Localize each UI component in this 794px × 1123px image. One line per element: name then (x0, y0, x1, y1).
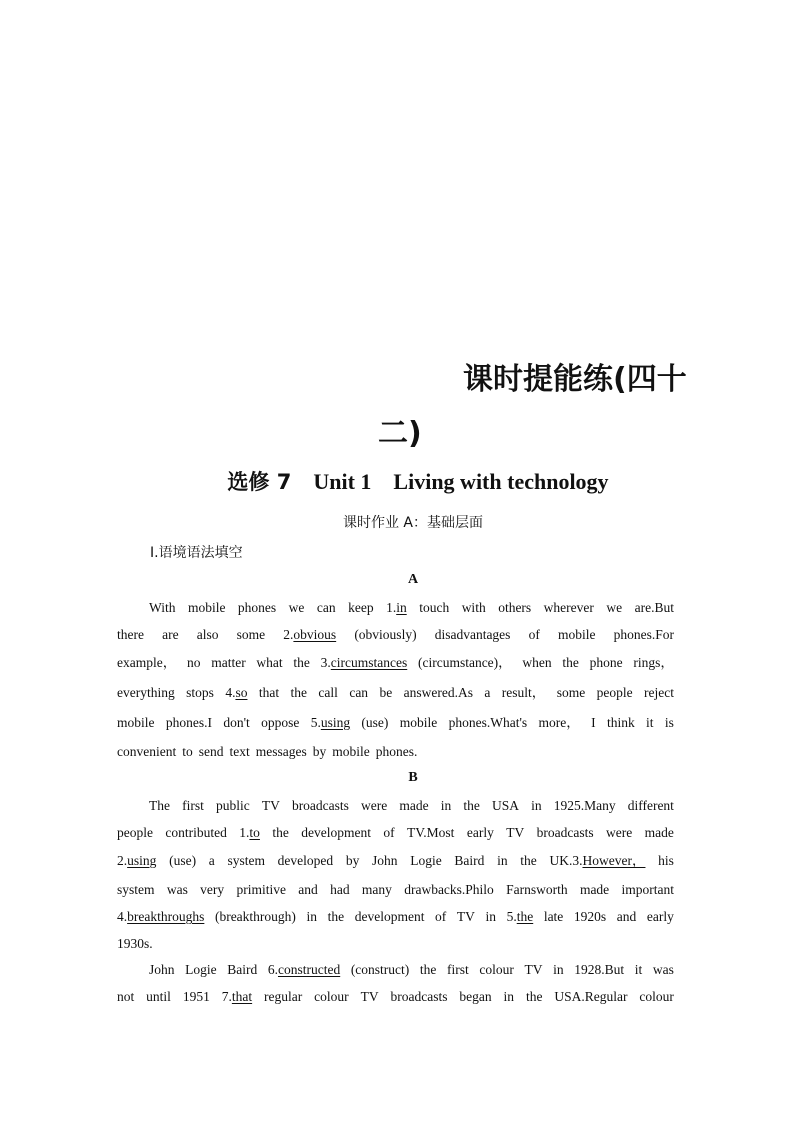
word: 1920s (573, 909, 607, 924)
word: call (318, 685, 338, 700)
word: result， (501, 685, 546, 700)
word: the (463, 798, 480, 813)
page-title-line-2: 二) (378, 416, 422, 451)
word: to (182, 744, 193, 759)
word: messages (255, 744, 307, 759)
word: TV (456, 909, 475, 924)
word: of (383, 825, 395, 840)
word: also (196, 627, 219, 642)
text-line (117, 714, 674, 732)
word: broadcasts (536, 825, 594, 840)
word: it (646, 715, 654, 730)
word: his (658, 853, 674, 868)
word: the (290, 685, 308, 700)
word: and (298, 882, 318, 897)
word: late (543, 909, 564, 924)
word: TV (524, 962, 543, 977)
word: some (556, 685, 586, 700)
word: phones (237, 600, 277, 615)
word: made (644, 825, 674, 840)
word: in (553, 962, 564, 977)
word: we (288, 600, 305, 615)
word: with (461, 600, 486, 615)
word: stops (186, 685, 214, 700)
word: USA.Regular (554, 989, 628, 1004)
blank-answer: 7.that (221, 989, 253, 1004)
word: were (361, 798, 388, 813)
blank-answer: 2.obvious (283, 627, 337, 642)
word: be (379, 685, 393, 700)
word: many (361, 882, 392, 897)
word: I (591, 715, 596, 730)
word: by (345, 853, 360, 868)
word: disadvantages (434, 627, 511, 642)
word: made (399, 798, 429, 813)
word: USA (491, 798, 519, 813)
word: not (117, 989, 135, 1004)
word: (obviously) (354, 627, 417, 642)
word: Logie (185, 962, 217, 977)
text-line (117, 935, 674, 953)
word: 1925.Many (553, 798, 616, 813)
unit-title-prefix: 选修 7 (227, 470, 292, 494)
word: developed (277, 853, 334, 868)
word: in (497, 853, 508, 868)
word: Farnsworth (506, 882, 568, 897)
word: primitive (236, 882, 286, 897)
word: mobile (332, 744, 370, 759)
word: John (372, 853, 398, 868)
blank-answer: 1.to (239, 825, 260, 840)
passage-b-letter: B (408, 770, 418, 785)
word: in (485, 909, 496, 924)
word: development (354, 909, 425, 924)
word: of (528, 627, 540, 642)
word: development (301, 825, 371, 840)
word: mobile (399, 715, 438, 730)
word: very (200, 882, 225, 897)
word: 1928.But (574, 962, 625, 977)
word: system (227, 853, 265, 868)
word: contributed (165, 825, 227, 840)
word: is (664, 715, 674, 730)
word: oppose (261, 715, 300, 730)
word: 1951 (182, 989, 210, 1004)
word: everything (117, 685, 175, 700)
word: the (419, 962, 437, 977)
word: TV.Most (407, 825, 455, 840)
word: first (182, 798, 204, 813)
text-line (117, 626, 674, 644)
word: that (258, 685, 280, 700)
word: TV (506, 825, 525, 840)
blank-answer: 3.circumstances (320, 655, 408, 670)
unit-title (0, 466, 794, 496)
word: what (256, 655, 283, 670)
word: the (525, 989, 543, 1004)
word: colour (639, 989, 674, 1004)
blank-answer: 5.the (506, 909, 534, 924)
word: the (520, 853, 537, 868)
word: some (236, 627, 266, 642)
word: keep (348, 600, 374, 615)
word: of (435, 909, 447, 924)
word: (construct) (350, 962, 410, 977)
word: (breakthrough) (214, 909, 296, 924)
word: in (306, 909, 318, 924)
text-line (117, 881, 674, 899)
word: mobile (557, 627, 596, 642)
word: public (215, 798, 250, 813)
word: phones. (375, 744, 418, 759)
word: example， (117, 655, 177, 670)
word: different (627, 798, 674, 813)
word: when (522, 655, 552, 670)
word: touch (419, 600, 450, 615)
word: phones.What's (448, 715, 528, 730)
word: the (272, 825, 289, 840)
word: The (149, 798, 170, 813)
word: phone (589, 655, 623, 670)
subtitle: 课时作业 A：基础层面 (342, 515, 484, 531)
word: colour (479, 962, 514, 977)
word: a (208, 853, 215, 868)
word: are.But (634, 600, 674, 615)
word: made (579, 882, 610, 897)
word: there (117, 627, 144, 642)
word: TV (360, 989, 379, 1004)
word: convenient (117, 744, 177, 759)
word: early (466, 825, 494, 840)
word: drawbacks.Philo (404, 882, 494, 897)
word: Baird (454, 853, 485, 868)
word: (use) (169, 853, 197, 868)
word: mobile (187, 600, 226, 615)
text-line (117, 654, 674, 672)
word: people (596, 685, 633, 700)
text-line (149, 599, 674, 617)
word: can (349, 685, 369, 700)
word: was (652, 962, 674, 977)
word: broadcasts (291, 798, 349, 813)
text-line (149, 797, 674, 815)
word: were (606, 825, 633, 840)
word: TV (261, 798, 280, 813)
word: more， (538, 715, 580, 730)
word: we (606, 600, 623, 615)
word: can (316, 600, 336, 615)
word: early (646, 909, 674, 924)
text-line (117, 908, 674, 926)
text-line (117, 824, 674, 842)
word: think (606, 715, 635, 730)
word: broadcasts (390, 989, 448, 1004)
word: in (531, 798, 542, 813)
word: a (484, 685, 491, 700)
text-line (117, 743, 674, 761)
word: rings， (633, 655, 674, 670)
word: system (117, 882, 155, 897)
word: important (621, 882, 674, 897)
blank-answer: UK.3.However， (549, 853, 646, 868)
word: the (562, 655, 579, 670)
section-heading: Ⅰ.语境语法填空 (150, 545, 243, 561)
word: John (149, 962, 175, 977)
page-title-line-1: 课时提能练(四十 (463, 362, 687, 397)
unit-title-topic: Living with technology (393, 469, 609, 494)
passage-a-letter: A (407, 572, 419, 587)
word: regular (264, 989, 303, 1004)
word: began (459, 989, 492, 1004)
word: answered.As (403, 685, 473, 700)
word: was (166, 882, 188, 897)
word: colour (314, 989, 349, 1004)
word: others (498, 600, 532, 615)
word: and (616, 909, 637, 924)
blank-answer: 1.in (386, 600, 407, 615)
blank-answer: 4.so (225, 685, 248, 700)
word: people (117, 825, 153, 840)
word: in (503, 989, 515, 1004)
word: (use) (361, 715, 389, 730)
word: the (293, 655, 310, 670)
word: reject (644, 685, 674, 700)
word: phones.For (613, 627, 674, 642)
blank-answer: 6.constructed (267, 962, 341, 977)
word: are (162, 627, 179, 642)
text-line (117, 988, 674, 1006)
word: (circumstance)， (417, 655, 512, 670)
text-line (117, 684, 674, 702)
word: 1930s. (117, 936, 153, 951)
text-line (117, 852, 674, 870)
word: had (330, 882, 350, 897)
word: wherever (543, 600, 594, 615)
word: in (440, 798, 452, 813)
unit-title-unit: Unit 1 (313, 469, 372, 494)
word: With (149, 600, 176, 615)
word: text (229, 744, 250, 759)
word: by (312, 744, 327, 759)
word: until (146, 989, 171, 1004)
blank-answer: 5.using (310, 715, 351, 730)
word: no (186, 655, 201, 670)
word: the (327, 909, 345, 924)
word: it (634, 962, 643, 977)
blank-answer: 4.breakthroughs (117, 909, 205, 924)
word: mobile (117, 715, 155, 730)
word: don't (223, 715, 250, 730)
word: phones.I (165, 715, 212, 730)
blank-answer: 2.using (117, 853, 157, 868)
word: send (198, 744, 224, 759)
word: Logie (410, 853, 442, 868)
word: Baird (227, 962, 258, 977)
text-line (149, 961, 674, 979)
word: first (447, 962, 469, 977)
word: matter (211, 655, 246, 670)
